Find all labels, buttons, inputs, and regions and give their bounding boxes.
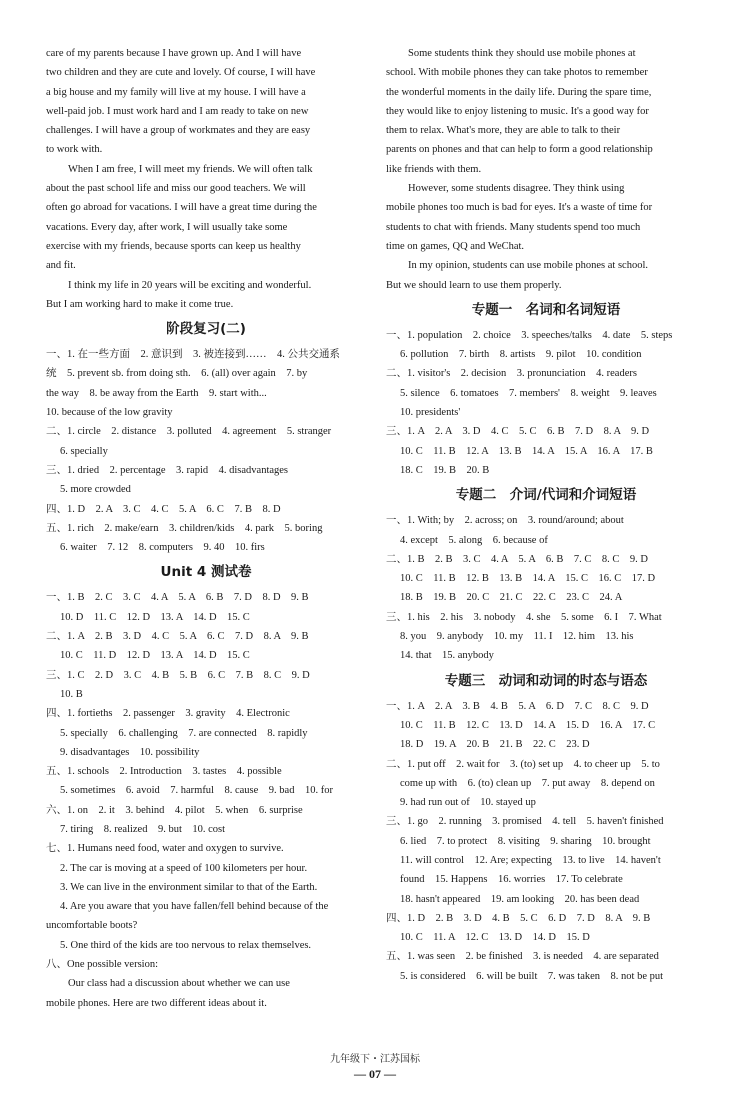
answer-row: 10. because of the low gravity	[46, 407, 173, 419]
text-line: the wonderful moments in the daily life. During the spare time,	[386, 86, 652, 98]
text-line: When I am free, I will meet my friends. We will often talk	[68, 163, 313, 175]
section-title-topic3: 专题三 动词和动词的时态与语态	[444, 672, 648, 689]
text-line: they would like to enjoy listening to music. It's a good way for	[386, 105, 649, 117]
answer-row: 18. D 19. A 20. B 21. B 22. C 23. D	[400, 739, 590, 751]
text-line: Our class had a discussion about whether we can use	[68, 978, 290, 990]
answer-row: 三、1. dried 2. percentage 3. rapid 4. disadvantages	[46, 464, 289, 476]
answer-row: 6. specially	[60, 445, 108, 457]
answer-row: 一、1. population 2. choice 3. speeches/talks 4. date 5. steps	[386, 329, 673, 341]
answer-row: found 15. Happens 16. worries 17. To celebrate	[400, 874, 623, 886]
answer-row: 5. silence 6. tomatoes 7. members' 8. weight 9. leaves	[400, 387, 657, 399]
answer-row: 五、1. was seen 2. be finished 3. is needed 4. are separated	[386, 951, 659, 963]
text-line: In my opinion, students can use mobile phones at school.	[408, 260, 649, 272]
essay-paragraph-2	[46, 160, 366, 276]
footer-label: 九年级下・江苏国标	[330, 1054, 420, 1065]
left-column	[46, 44, 366, 1013]
answer-row: the way 8. be away from the Earth 9. start with...	[46, 387, 267, 399]
answer-row: 10. presidents'	[400, 407, 461, 419]
answer-row: 五、1. rich 2. make/earn 3. children/kids 4. park 5. boring	[46, 522, 323, 534]
text-line: time on games, QQ and WeChat.	[386, 240, 525, 252]
answer-row: 一、1. B 2. C 3. C 4. A 5. A 6. B 7. D 8. D 9. B	[46, 592, 309, 604]
essay-paragraph-5	[386, 179, 706, 256]
text-line: a big house and my family will live at my house. I will have a	[46, 86, 306, 98]
answer-row: 统 5. prevent sb. from doing sth. 6. (all) over again 7. by	[46, 368, 308, 380]
answer-row: 5. sometimes 6. avoid 7. harmful 8. cause 9. bad 10. for	[60, 785, 333, 797]
answer-row: 3. We can live in the environment similar to that of the Earth.	[60, 881, 318, 893]
answer-row: 七、1. Humans need food, water and oxygen to survive.	[46, 843, 284, 855]
text-line: them to relax. What's more, they are able to talk to their	[386, 125, 621, 137]
answer-row: 4. except 5. along 6. because of	[400, 534, 548, 546]
answer-row: 一、1. 在一些方面 2. 意识到 3. 被连接到…… 4. 公共交通系	[46, 349, 340, 361]
essay-paragraph-6	[386, 256, 706, 295]
text-line: mobile phones too much is bad for eyes. It's a waste of time for	[386, 202, 653, 214]
answer-row: 9. had run out of 10. stayed up	[400, 797, 536, 809]
answer-row: 11. will control 12. Are; expecting 13. to live 14. haven't	[400, 854, 661, 866]
answer-row: 10. C 11. D 12. D 13. A 14. D 15. C	[60, 650, 250, 662]
page-footer	[0, 1053, 750, 1081]
answer-row: uncomfortable boots?	[46, 920, 138, 932]
answer-row: 一、1. With; by 2. across; on 3. round/around; about	[386, 515, 624, 527]
answer-row: 三、1. his 2. his 3. nobody 4. she 5. some 6. I 7. What	[386, 611, 662, 623]
text-line: But I am working hard to make it come true.	[46, 298, 234, 310]
text-line: students to chat with friends. Many students spend too much	[386, 221, 641, 233]
text-line: like friends with them.	[386, 163, 482, 175]
text-line: parents on phones and that can help to form a good relationship	[386, 144, 653, 156]
text-line: and fit.	[46, 260, 76, 272]
answer-row: 二、1. circle 2. distance 3. polluted 4. agreement 5. stranger	[46, 426, 332, 438]
section-title-review: 阶段复习(二)	[166, 321, 246, 338]
text-line: But we should learn to use them properly.	[386, 279, 562, 291]
text-line: Some students think they should use mobile phones at	[408, 48, 636, 59]
topic1-answers	[386, 326, 706, 480]
answer-row: 六、1. on 2. it 3. behind 4. pilot 5. when 6. surprise	[46, 804, 303, 816]
answer-row: 5. One third of the kids are too nervous to relax themselves.	[60, 939, 312, 951]
text-line: However, some students disagree. They think using	[408, 183, 625, 195]
answer-row: 10. C 11. A 12. C 13. D 14. D 15. D	[400, 932, 590, 944]
text-line: well-paid job. I must work hard and I am ready to take on new	[46, 105, 309, 117]
answer-row: 10. D 11. C 12. D 13. A 14. D 15. C	[60, 611, 250, 623]
review-answers	[46, 345, 366, 557]
answer-row: 10. C 11. B 12. B 13. B 14. A 15. C 16. C 17. D	[400, 573, 656, 585]
answer-row: 8. you 9. anybody 10. my 11. I 12. him 13. his	[400, 631, 634, 643]
answer-row: 二、1. B 2. B 3. C 4. A 5. A 6. B 7. C 8. C 9. D	[386, 553, 648, 565]
essay-paragraph-4	[386, 44, 706, 179]
answer-row: 7. tiring 8. realized 9. but 10. cost	[60, 823, 226, 835]
essay-writing-sample	[46, 974, 366, 1013]
answer-row: 14. that 15. anybody	[400, 650, 494, 662]
answer-row: 2. The car is moving at a speed of 100 kilometers per hour.	[60, 862, 308, 874]
answer-row: 八、One possible version:	[46, 959, 158, 971]
text-line: exercise with my friends, because sports can keep us healthy	[46, 240, 301, 252]
answer-row: 18. hasn't appeared 19. am looking 20. has been dead	[400, 893, 640, 905]
topic2-answers	[386, 511, 706, 665]
text-line: vacations. Every day, after work, I will usually take some	[46, 221, 288, 233]
text-line: challenges. I will have a group of workmates and they are easy	[46, 125, 311, 137]
text-line: care of my parents because I have grown up. And I will have	[46, 48, 302, 59]
answer-row: 二、1. visitor's 2. decision 3. pronunciation 4. readers	[386, 368, 637, 380]
answer-row: 四、1. D 2. A 3. C 4. C 5. A 6. C 7. B 8. D	[46, 503, 281, 515]
section-title-unit4: Unit 4 测试卷	[160, 564, 252, 581]
answer-row: 6. pollution 7. birth 8. artists 9. pilot 10. condition	[400, 349, 642, 361]
topic3-answers	[386, 697, 706, 986]
answer-row: 5. more crowded	[60, 484, 131, 496]
answer-row: 5. specially 6. challenging 7. are connected 8. rapidly	[60, 727, 308, 739]
page-number: — 07 —	[354, 1067, 396, 1081]
answer-row: 三、1. C 2. D 3. C 4. B 5. B 6. C 7. B 8. C 9. D	[46, 669, 310, 681]
answer-row: 一、1. A 2. A 3. B 4. B 5. A 6. D 7. C 8. C 9. D	[386, 700, 649, 712]
answer-row: 三、1. go 2. running 3. promised 4. tell 5. haven't finished	[386, 816, 664, 828]
text-line: to work with.	[46, 144, 103, 156]
answer-row: come up with 6. (to) clean up 7. put away 8. depend on	[400, 777, 655, 789]
text-line: about the past school life and miss our good teachers. We will	[46, 183, 306, 195]
answer-row: 三、1. A 2. A 3. D 4. C 5. C 6. B 7. D 8. A 9. D	[386, 426, 650, 438]
answer-row: 4. Are you aware that you have fallen/fell behind because of the	[60, 901, 329, 913]
text-line: mobile phones. Here are two different ideas about it.	[46, 997, 267, 1009]
answer-row: 五、1. schools 2. Introduction 3. tastes 4. possible	[46, 766, 282, 778]
text-line: school. With mobile phones they can take photos to remember	[386, 67, 648, 79]
answer-row: 二、1. put off 2. wait for 3. (to) set up 4. to cheer up 5. to	[386, 758, 660, 770]
essay-paragraph-3	[46, 276, 366, 315]
answer-row: 9. disadvantages 10. possibility	[60, 746, 200, 758]
essay-paragraph-1	[46, 44, 366, 160]
answer-row: 四、1. fortieths 2. passenger 3. gravity 4. Electronic	[46, 708, 290, 720]
text-line: two children and they are cute and lovely. Of course, I will have	[46, 67, 316, 79]
answer-row: 10. B	[60, 688, 83, 700]
answer-row: 6. waiter 7. 12 8. computers 9. 40 10. firs	[60, 542, 265, 554]
answer-row: 18. B 19. B 20. C 21. C 22. C 23. C 24. A	[400, 592, 623, 604]
answer-row: 二、1. A 2. B 3. D 4. C 5. A 6. C 7. D 8. A 9. B	[46, 631, 309, 643]
right-column	[386, 44, 706, 986]
answer-row: 10. C 11. B 12. C 13. D 14. A 15. D 16. A 17. C	[400, 719, 656, 731]
answer-row: 四、1. D 2. B 3. D 4. B 5. C 6. D 7. D 8. A 9. B	[386, 912, 651, 924]
text-line: often go abroad for vacations. I will have a great time during the	[46, 202, 317, 214]
answer-row: 18. C 19. B 20. B	[400, 464, 490, 476]
text-line: I think my life in 20 years will be exciting and wonderful.	[68, 279, 312, 291]
answer-row: 6. lied 7. to protect 8. visiting 9. sharing 10. brought	[400, 835, 651, 847]
section-title-topic2: 专题二 介词/代词和介词短语	[455, 487, 637, 504]
section-title-topic1: 专题一 名词和名词短语	[471, 301, 621, 318]
answer-row: 10. C 11. B 12. A 13. B 14. A 15. A 16. A 17. B	[400, 445, 653, 457]
answer-row: 5. is considered 6. will be built 7. was taken 8. not be put	[400, 970, 664, 982]
unit4-answers	[46, 588, 366, 974]
